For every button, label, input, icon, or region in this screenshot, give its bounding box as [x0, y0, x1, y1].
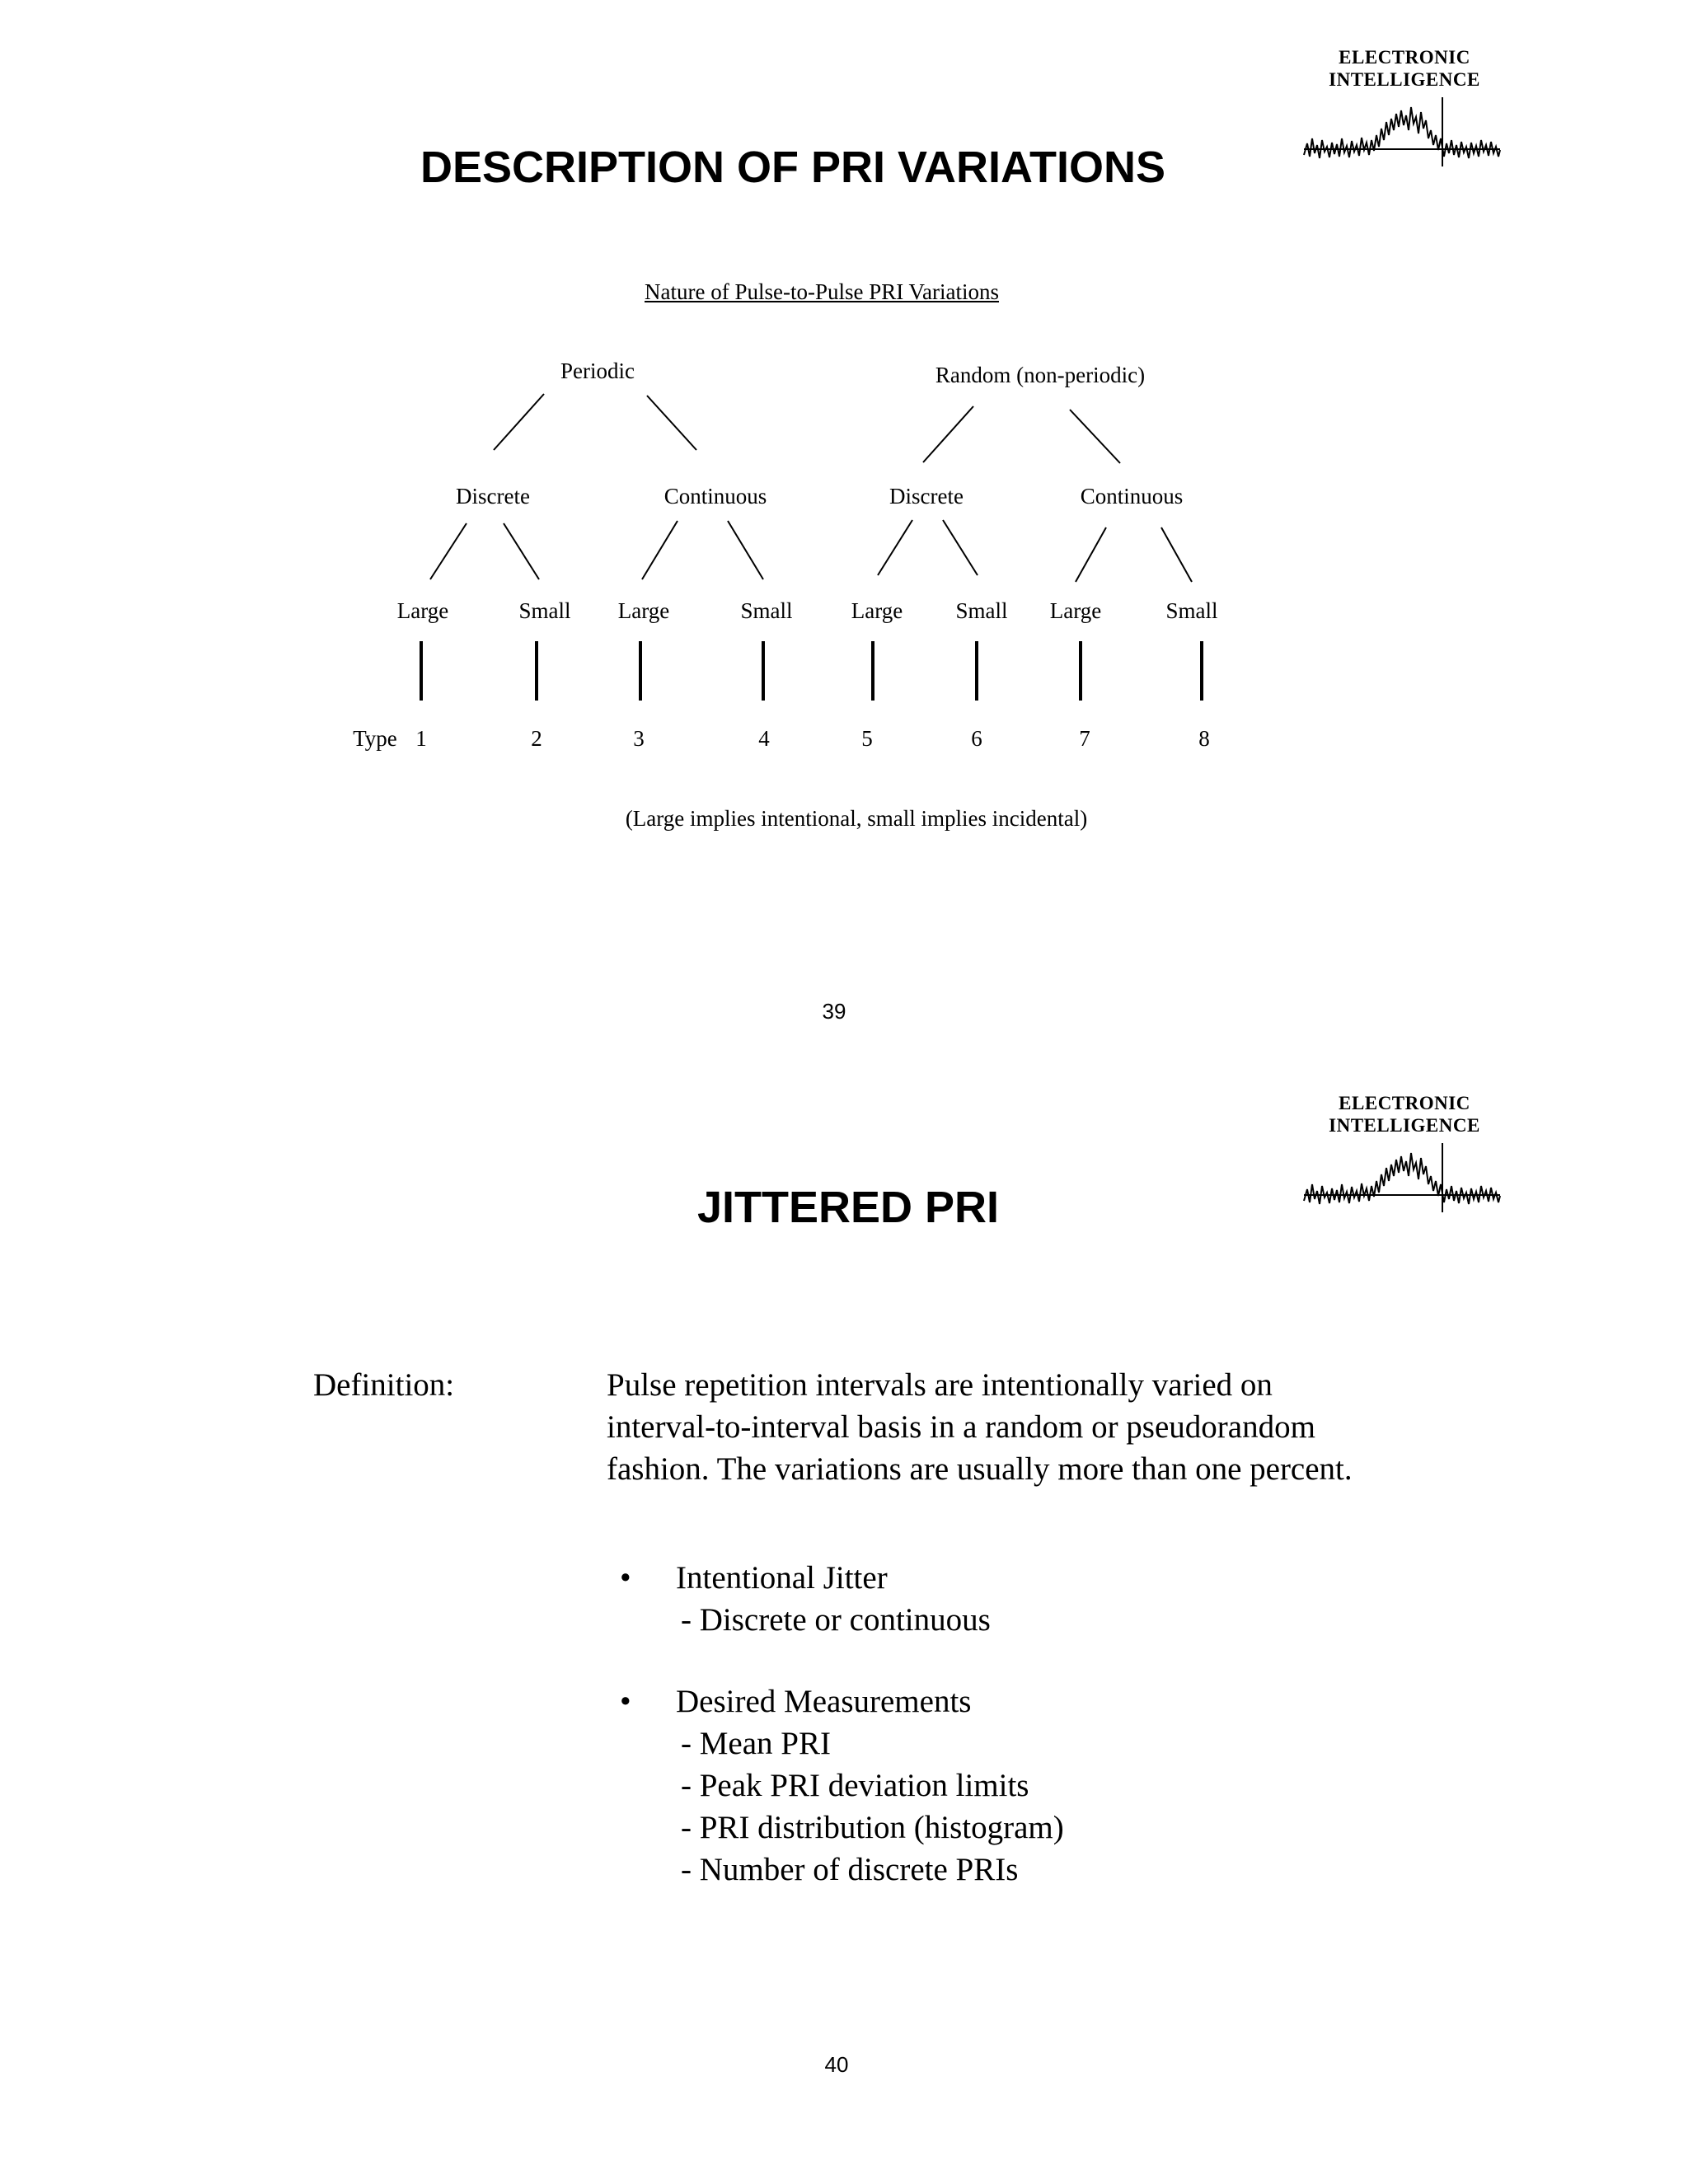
logo-line-2: INTELLIGENCE: [1329, 1115, 1480, 1136]
bullet-heading: Desired Measurements: [676, 1684, 972, 1719]
page-2-title: JITTERED PRI: [696, 1183, 1000, 1232]
type-number: 8: [1198, 726, 1210, 751]
bullet-item: [676, 1557, 991, 1641]
tree-leaf-label: Small: [1165, 598, 1218, 623]
type-number: 6: [971, 726, 982, 751]
type-number: 4: [758, 726, 770, 751]
definition-line: fashion. The variations are usually more than one percent.: [607, 1451, 1353, 1487]
type-number: 2: [531, 726, 542, 751]
page-number: 40: [824, 2052, 849, 2077]
tree-root-periodic: Periodic: [560, 359, 635, 383]
bullet-item: [676, 1680, 1064, 1891]
tree-random-discrete: Discrete: [889, 484, 964, 509]
tree-periodic-discrete: Discrete: [456, 484, 530, 509]
type-label: Type: [353, 726, 397, 751]
tree-leaf-label: Large: [396, 598, 449, 623]
type-number: 3: [633, 726, 645, 751]
definition-line: Pulse repetition intervals are intentionally varied on: [607, 1367, 1273, 1403]
tree-periodic-continuous: Continuous: [663, 484, 767, 509]
bullet-subitem: - Peak PRI deviation limits: [681, 1768, 1029, 1803]
tree-random-continuous: Continuous: [1080, 484, 1184, 509]
bullet-heading: Intentional Jitter: [676, 1560, 888, 1596]
type-number: 7: [1079, 726, 1090, 751]
logo-line-1: ELECTRONIC: [1339, 1093, 1470, 1113]
tree-leaf-label: Large: [617, 598, 670, 623]
tree-leaf-label: Small: [518, 598, 571, 623]
tree-leaf-label: Small: [955, 598, 1008, 623]
logo-line-1: ELECTRONIC: [1339, 47, 1470, 68]
type-number: 1: [415, 726, 427, 751]
tree-leaf-label: Small: [740, 598, 793, 623]
bullet-marker: •: [620, 1684, 631, 1719]
logo-line-2: INTELLIGENCE: [1329, 69, 1480, 90]
tree-leaf-label: Large: [851, 598, 903, 623]
bullet-subitem: - Number of discrete PRIs: [681, 1852, 1019, 1887]
type-number: 5: [861, 726, 873, 751]
bullet-subitem: - Mean PRI: [681, 1726, 831, 1761]
page-1-title: DESCRIPTION OF PRI VARIATIONS: [420, 143, 1166, 192]
bullet-subitem: - PRI distribution (histogram): [681, 1810, 1064, 1845]
bullet-marker: •: [620, 1560, 631, 1596]
tree-leaf-label: Large: [1049, 598, 1102, 623]
definition-label: Definition:: [313, 1367, 455, 1403]
diagram-title: Nature of Pulse-to-Pulse PRI Variations: [645, 279, 999, 304]
definition-line: interval-to-interval basis in a random or pseudorandom: [607, 1409, 1315, 1445]
diagram-note: (Large implies intentional, small implies incidental): [625, 806, 1088, 831]
tree-connectors: [0, 0, 1688, 824]
page-number: 39: [822, 999, 846, 1024]
definition-text: [607, 1364, 1353, 1490]
tree-root-random: Random (non-periodic): [935, 363, 1146, 387]
bullet-subitem: - Discrete or continuous: [681, 1602, 991, 1638]
